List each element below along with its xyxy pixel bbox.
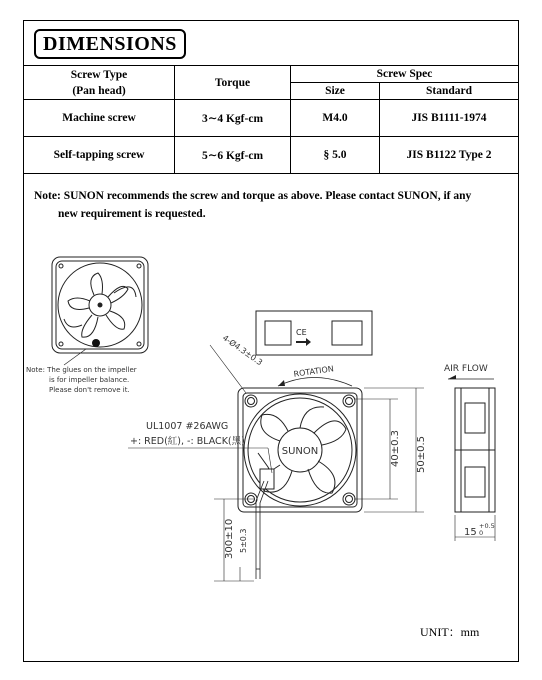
table-row bbox=[24, 100, 518, 137]
header-screw-type-line1: Screw Type bbox=[70, 68, 128, 81]
header-screw-type bbox=[24, 66, 175, 100]
lead-wires bbox=[256, 481, 268, 579]
thickness-tolerance-upper: +0.5 bbox=[479, 522, 495, 530]
cell-screw-type: Machine screw bbox=[24, 100, 175, 137]
note-line1: Note: SUNON recommends the screw and torque as above. Please contact SUNON, if any bbox=[34, 190, 472, 202]
label-plate bbox=[256, 311, 372, 355]
rotation-arrowhead-icon bbox=[278, 380, 285, 386]
impeller-view bbox=[52, 257, 148, 365]
cell-torque: 5∼6 Kgf-cm bbox=[175, 137, 291, 174]
impeller-note-line3: Please don't remove it. bbox=[49, 386, 130, 394]
strip-length-dimension: 5±0.3 bbox=[239, 528, 248, 553]
note-line2: new requirement is requested. bbox=[58, 208, 206, 220]
cell-standard: JIS B1111-1974 bbox=[380, 100, 519, 137]
cell-size: § 5.0 bbox=[291, 137, 380, 174]
table-row bbox=[24, 137, 518, 174]
cell-torque: 3∼4 Kgf-cm bbox=[175, 100, 291, 137]
fan-drawing bbox=[24, 241, 518, 611]
rotation-label: ROTATION bbox=[292, 364, 335, 379]
cell-screw-type: Self-tapping screw bbox=[24, 137, 175, 174]
thickness-dimension: 15 bbox=[464, 527, 477, 538]
unit-label: UNIT：mm bbox=[420, 625, 480, 639]
fan-side-view bbox=[455, 388, 495, 512]
header-torque: Torque bbox=[175, 66, 291, 100]
page-title: DIMENSIONS bbox=[34, 29, 186, 59]
wire-colors-label: +: RED(紅), -: BLACK(黑) bbox=[130, 436, 245, 447]
impeller-note-line2: is for impeller balance. bbox=[49, 376, 130, 384]
note-text bbox=[34, 187, 514, 223]
cell-standard: JIS B1122 Type 2 bbox=[380, 137, 519, 174]
screw-spec-table bbox=[24, 65, 518, 174]
hole-dimension-label: 4-Ø4.3±0.3 bbox=[220, 333, 265, 368]
frame-size-dimension: 50±0.5 bbox=[416, 435, 427, 473]
thickness-tolerance-lower: 0 bbox=[479, 529, 484, 537]
cell-size: M4.0 bbox=[291, 100, 380, 137]
rotation-arrow-icon bbox=[278, 378, 352, 387]
air-flow-label: AIR FLOW bbox=[444, 364, 488, 374]
air-flow-arrow-icon bbox=[448, 375, 456, 379]
wire-length-dimension: 300±10 bbox=[224, 518, 235, 559]
table-header-row bbox=[24, 66, 518, 83]
brand-label: SUNON bbox=[281, 446, 319, 457]
wire-spec-label: UL1007 #26AWG bbox=[146, 421, 229, 432]
arrow-icon bbox=[296, 338, 311, 346]
impeller-note-line1: Note: The glues on the impeller bbox=[26, 366, 137, 374]
ce-mark-icon: CE bbox=[296, 328, 307, 337]
hole-pitch-dimension: 40±0.3 bbox=[390, 429, 401, 467]
header-standard: Standard bbox=[380, 83, 519, 100]
dimension-sheet bbox=[23, 20, 519, 662]
header-screw-type-line2: (Pan head) bbox=[72, 84, 126, 97]
header-size: Size bbox=[291, 83, 380, 100]
header-screw-spec: Screw Spec bbox=[291, 66, 519, 83]
